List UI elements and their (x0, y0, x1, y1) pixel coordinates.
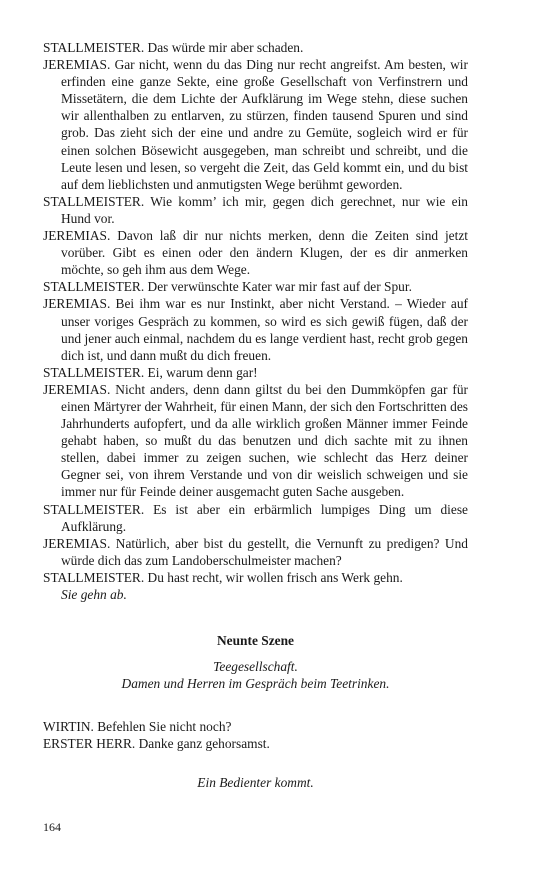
speech-line: JEREMIAS. Gar nicht, wenn du das Ding nur recht angreifst. Am besten, wir erfinden eine ganze Sekte, eine große Gesellschaft von Verfinstrern und Missetätern, die dem Lichte der Aufklärung im Wege stehn, diese suchen wir allenthalben zu entlarven, zu stürzen, finden tausend Spuren und sind grob. Das zieht sich der eine und andre zu Gemüte, sogleich wird er für einen solchen Bösewicht ausgegeben, man schreibt und schreibt, und die Leute lesen und lesen, so vergeht die Zeit, das Geld kommt ein, und du bist auf dem lieblichsten und anmutigsten Wege berühmt geworden. (43, 57, 468, 192)
scene-setting-line-1: Teegesellschaft. (213, 659, 298, 675)
speech-line: WIRTIN. Befehlen Sie nicht noch? (43, 719, 232, 735)
scene-dialogue (43, 718, 468, 752)
speech-line: JEREMIAS. Nicht anders, denn dann giltst du bei den Dummköpfen gar für einen Märtyrer der Wahrheit, für einen Mann, der sich den Fortschritten des Jahrhunderts aufopfert, und da alle wirklich großen Männer immer Feinde gehabt haben, so mußt du das benutzen und dich sachte mit zu ihnen stellen, dabei immer zu zeigen suchen, wie schlecht das Herz deiner Gegner sei, von ihrem Verstande und von dir weislich schweigen und sie immer nur für Feinde deiner ausgemacht guten Sache ausgeben. (43, 381, 468, 500)
speech-line: STALLMEISTER. Der verwünschte Kater war mir fast auf der Spur. (43, 279, 412, 295)
speech-line: ERSTER HERR. Danke ganz gehorsamst. (43, 736, 270, 752)
speech-line: JEREMIAS. Davon laß dir nur nichts merken, denn die Zeiten sind jetzt vorüber. Gibt es einen oder den ändern Klugen, der es dir anmerken möchte, so geh ihm aus dem Wege. (43, 228, 468, 278)
speech-line: STALLMEISTER. Ei, warum denn gar! (43, 364, 258, 380)
speech-line: JEREMIAS. Bei ihm war es nur Instinkt, aber nicht Verstand. – Wieder auf unser voriges Gespräch zu kommen, so wird es sich gewiß fügen, daß der und jener auch einmal, nachdem du es lange verdient hast, recht grob gegen dich ist, und dann mußt du dich freuen. (43, 296, 468, 363)
speech-line: STALLMEISTER. Das würde mir aber schaden. (43, 40, 304, 55)
page-number: 164 (43, 820, 61, 834)
speech-line: STALLMEISTER. Du hast recht, wir wollen frisch ans Werk gehn. (43, 569, 403, 585)
speech-line: STALLMEISTER. Wie komm’ ich mir, gegen dich gerechnet, nur wie ein Hund vor. (43, 193, 468, 226)
scene-setting-line-2: Damen und Herren im Gespräch beim Teetrinken. (121, 676, 390, 692)
speech-line: STALLMEISTER. Es ist aber ein erbärmlich lumpiges Ding um diese Aufklärung. (43, 501, 468, 534)
exit-stage-direction: Sie gehn ab. (61, 587, 127, 602)
entrance-stage-direction: Ein Bedienter kommt. (197, 774, 314, 790)
scene-heading (43, 632, 468, 692)
page-body (43, 39, 468, 791)
scene-title: Neunte Szene (217, 633, 294, 649)
speech-line: JEREMIAS. Natürlich, aber bist du gestellt, die Vernunft zu predigen? Und würde dich das zum Landoberschulmeister machen? (43, 535, 468, 568)
